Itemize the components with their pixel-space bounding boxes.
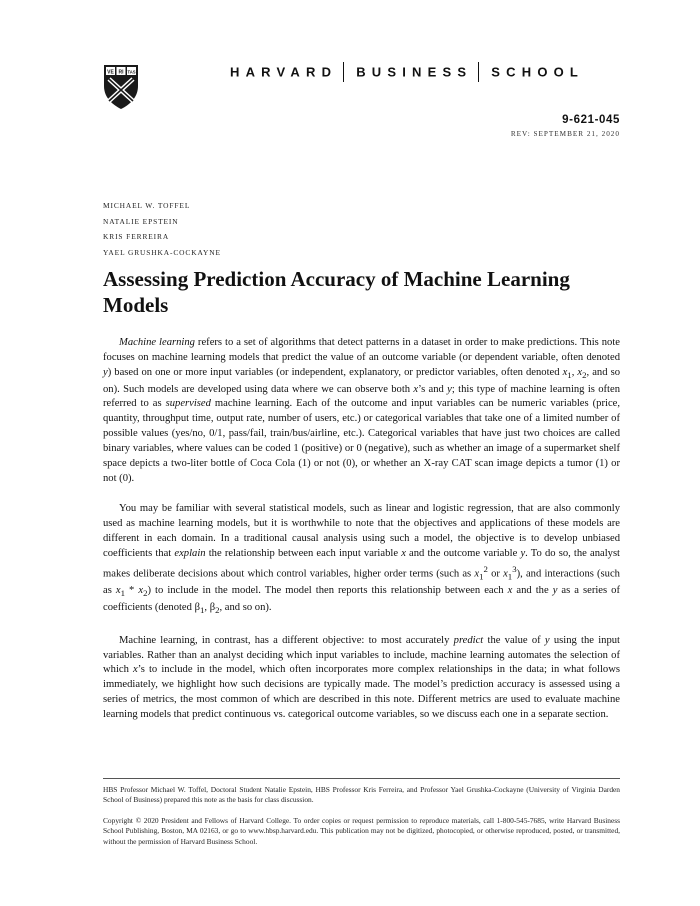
wordmark-divider bbox=[478, 62, 479, 82]
revision-date: REV: SEPTEMBER 21, 2020 bbox=[510, 130, 620, 138]
author-name: KRIS FERREIRA bbox=[103, 232, 170, 241]
footnote-divider bbox=[103, 778, 620, 779]
wordmark-harvard: HARVARD bbox=[230, 64, 338, 80]
wordmark-school: SCHOOL bbox=[491, 64, 585, 80]
shield-text-ri: RI bbox=[118, 69, 124, 76]
author-name: MICHAEL W. TOFFEL bbox=[103, 201, 191, 210]
document-number: 9-621-045 bbox=[562, 114, 620, 126]
wordmark-business: BUSINESS bbox=[356, 64, 473, 80]
shield-text-ve: VE bbox=[107, 69, 114, 76]
author-list bbox=[103, 198, 221, 260]
wordmark-divider bbox=[343, 62, 344, 82]
copyright-notice: Copyright © 2020 President and Fellows of Harvard College. To order copies or request permission to reproduce materials, call 1-800-545-7685, write Harvard Business School Publishing, Boston, MA 02163, or go to www.hbsp.harvard.edu. This publication may not be digitized, photocopied, or otherwise reproduced, posted, or transmitted, without the permission of Harvard Business School. bbox=[103, 816, 620, 846]
school-wordmark bbox=[230, 63, 584, 83]
hbs-shield-logo bbox=[103, 64, 139, 110]
attribution-note: HBS Professor Michael W. Toffel, Doctoral Student Natalie Epstein, HBS Professor Kris Ferreira, and Professor Yael Grushka-Cockayne (University of Virginia Darden School of Business) prepared this note as the basis for class discussion. bbox=[103, 785, 620, 805]
author-name: NATALIE EPSTEIN bbox=[103, 216, 179, 226]
paragraph-1: Machine learning refers to a set of algorithms that detect patterns in a dataset in order to make predictions. This note focuses on machine learning models that predict the value of an outcome variable (or dependent variable, often denoted y) based on one or more input variables (or independent, explanatory, or predictor variables, often denoted $x_1$, $x_2$, and so on). Such models are developed using data where we can observe both x’s and y; this type of machine learning is often referred to as supervised machine learning. Each of the outcome and input variables can be numeric variables (price, quantity, throughput time, output rate, number of users, etc.) or categorical variables that take one of a limited number of possible values (yes/no, 0/1, pass/fail, train/bus/airline, etc.). Categorical variables that have just two choices are called binary variables, where values can be coded 1 (positive) or 0 (negative), such as whether an image of a supermarket shelf space depicts a two-liter bottle of Coca Cola (1) or not (0), or whether an X-ray CAT scan image depicts a tumor (1) or not (0). bbox=[103, 337, 620, 484]
paragraph-3: Machine learning, in contrast, has a different objective: to most accurately predict the value of y using the input variables. Rather than an analyst deciding which input variables to include, machine learning automates the selection of which x’s to include in the model, which often incorporates more complex relationships in the data; in what follows immediately, we highlight how such decisions are typically made. The model’s prediction accuracy is assessed using a series of metrics, the most common of which are described in this note. Different metrics are used to evaluate machine learning models that predict continuous vs. categorical outcome variables, so we discuss each one in a separate section. bbox=[103, 634, 620, 720]
body-text bbox=[103, 336, 620, 738]
author-name: YAEL GRUSHKA-COCKAYNE bbox=[103, 247, 221, 257]
paragraph-2: You may be familiar with several statistical models, such as linear and logistic regression, that are also commonly used as machine learning models, but it is worthwhile to note that the objectives and applications of these models are different in each domain. In a traditional causal analysis using such a model, the objective is to develop unbiased coefficients that explain the relationship between each input variable x and the outcome variable y. To do so, the analyst makes deliberate decisions about which control variables, higher order terms (such as $x_1^2$ or $x_1^3$), and interactions (such as $x_1 * x_2$) to include in the model. The model then reports this relationship between each x and the y as a series of coefficients (denoted $\beta_1$, $\beta_2$, and so on). bbox=[103, 503, 621, 616]
document-title: Assessing Prediction Accuracy of Machine Learning Models bbox=[103, 267, 570, 317]
shield-text-tas: TAS bbox=[127, 69, 136, 75]
